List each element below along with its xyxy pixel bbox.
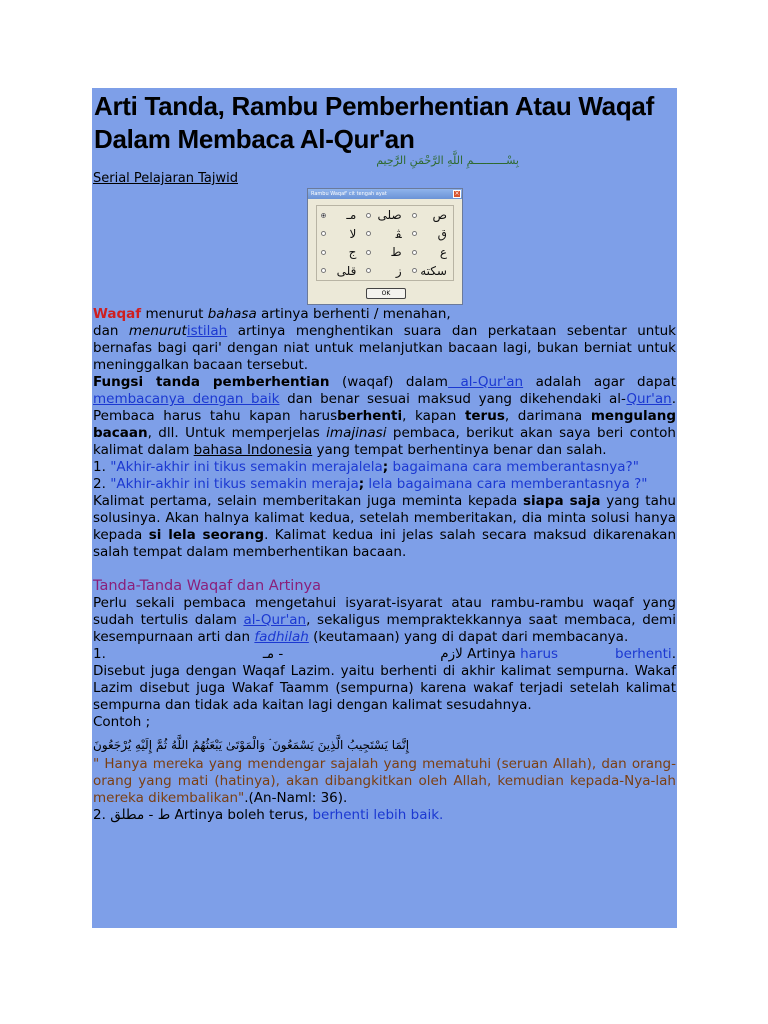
radio-icon — [412, 213, 417, 218]
section-heading: Tanda-Tanda Waqaf dan Artinya — [93, 578, 321, 594]
paragraph-fungsi: Fungsi tanda pemberhentian (waqaf) dalam al-Qur'an adalah agar dapat membacanya dengan baik dan benar sesuai maksud yang dikehendaki al-Qur'an. Pembaca harus tahu kapan harusberhenti, kapan terus, darimana mengulang bacaan, dll. Untuk memperjelas imajinasi pembaca, berikut akan saya beri contoh kalimat dalam bahasa Indonesia yang tempat berhentinya benar dan salah. — [93, 374, 677, 458]
radio-icon — [366, 213, 371, 218]
membaca-link[interactable]: membacanya dengan baik — [93, 391, 280, 407]
sign-item-2: 2. ط - مطلق Artinya boleh terus, berhenti lebih baik. — [93, 807, 444, 823]
dialog-title: Rambu Waqaf' cit tengah ayat — [311, 191, 387, 197]
radio-icon — [412, 268, 417, 273]
radio-icon — [366, 268, 371, 273]
option: ز — [362, 262, 407, 281]
istilah-link[interactable]: istilah — [186, 323, 228, 339]
fadhilah-link[interactable]: fadhilah — [254, 629, 309, 645]
bahasa-indonesia-link[interactable]: bahasa Indonesia — [193, 442, 313, 458]
option: لا — [317, 225, 362, 244]
waqaf-dialog-image — [307, 188, 463, 305]
series-link[interactable]: Serial Pelajaran Tajwid — [93, 171, 238, 186]
radio-icon — [412, 250, 417, 255]
radio-icon — [321, 268, 326, 273]
paragraph-waqaf-definition: Waqaf menurut bahasa artinya berhenti / menahan, dan menurutistilah artinya menghentikan suara dan perkataan sebentar untuk bernafas bagi qari' dengan niat untuk melanjutkan bacaan lagi, bukan berniat untuk meninggalkan bacaan tersebut. — [93, 306, 676, 373]
option: قلى — [317, 262, 362, 281]
radio-icon — [412, 231, 417, 236]
article-body — [93, 306, 676, 824]
waqaf-options-grid — [316, 205, 454, 281]
radio-icon — [321, 231, 326, 236]
alquran-link-2[interactable]: al-Qur'an — [243, 612, 307, 628]
radio-icon — [321, 213, 326, 218]
radio-icon — [366, 231, 371, 236]
option: ق — [408, 225, 453, 244]
bismillah-text: بِسْــــــــــمِ اللَّهِ الرَّحْمَنِ الرَّحِيم — [376, 154, 519, 167]
paragraph-waqaf-lazim: Disebut juga dengan Waqaf Lazim. yaitu berhenti di akhir kalimat sempurna. Wakaf Lazim disebut juga Wakaf Taamm (sempurna) karena wakaf terjadi setelah kalimat sempurna dan tidak ada kaitan lagi dengan kalimat sesudahnya. — [93, 663, 676, 713]
verse-translation: " Hanya mereka yang mendengar sajalah yang mematuhi (seruan Allah), dan orang-orang yang mati (hatinya), akan dibangkitkan oleh Allah, kemudian kepada-Nya-lah mereka dikembalikan".(An-Naml: 36). — [93, 756, 676, 806]
radio-icon — [366, 250, 371, 255]
alquran-link[interactable]: al-Qur'an — [447, 374, 524, 390]
dialog-ok-button: OK — [366, 288, 406, 299]
paragraph-explanation: Kalimat pertama, selain memberitakan juga meminta kepada siapa saja yang tahu solusinya. Akan halnya kalimat kedua, setelah memberitakan, dia minta solusi hanya kepada si lela seorang. Kalimat kedua ini jelas salah secara maksud dikarenakan salah tempat dalam memberhentikan bacaan. — [93, 493, 677, 560]
article-page — [92, 88, 677, 928]
option: ﭭ — [362, 225, 407, 244]
example-1: 1. "Akhir-akhir ini tikus semakin merajalela; bagaimana cara memberantasnya?" — [93, 459, 639, 475]
close-icon: × — [454, 190, 460, 197]
example-2: 2. "Akhir-akhir ini tikus semakin meraja; lela bagaimana cara memberantasnya ?" — [93, 476, 648, 492]
option: سكته — [408, 262, 453, 281]
dialog-titlebar — [308, 189, 462, 199]
contoh-label: Contoh ; — [93, 714, 151, 730]
quran-verse: إِنَّمَا يَسْتَجِيبُ الَّذِينَ يَسْمَعُونَ ۘ وَالْمَوْتَىٰ يَبْعَثُهُمُ اللَّهُ ثُمَّ إِلَيْهِ يُرْجَعُونَ — [93, 738, 410, 752]
quran-link[interactable]: Qur'an — [626, 391, 672, 407]
page-title: Arti Tanda, Rambu Pemberhentian Atau Waqaf Dalam Membaca Al-Qur'an — [94, 91, 654, 154]
option: مـ — [317, 206, 362, 225]
option: ع — [408, 243, 453, 262]
paragraph-intro-signs: Perlu sekali pembaca mengetahui isyarat-isyarat atau rambu-rambu waqaf yang sudah tertulis dalam al-Qur'an, sekaligus mempraktekkannya saat membaca, demi kesempurnaan arti dan fadhilah (keutamaan) yang di dapat dari membacanya. — [93, 595, 676, 645]
radio-icon — [321, 250, 326, 255]
option: ص — [408, 206, 453, 225]
option: ج — [317, 243, 362, 262]
option: صلى — [362, 206, 407, 225]
option: ط — [362, 243, 407, 262]
sign-item-1: 1. مـ - لازم Artinya harus berhenti. — [93, 646, 676, 662]
